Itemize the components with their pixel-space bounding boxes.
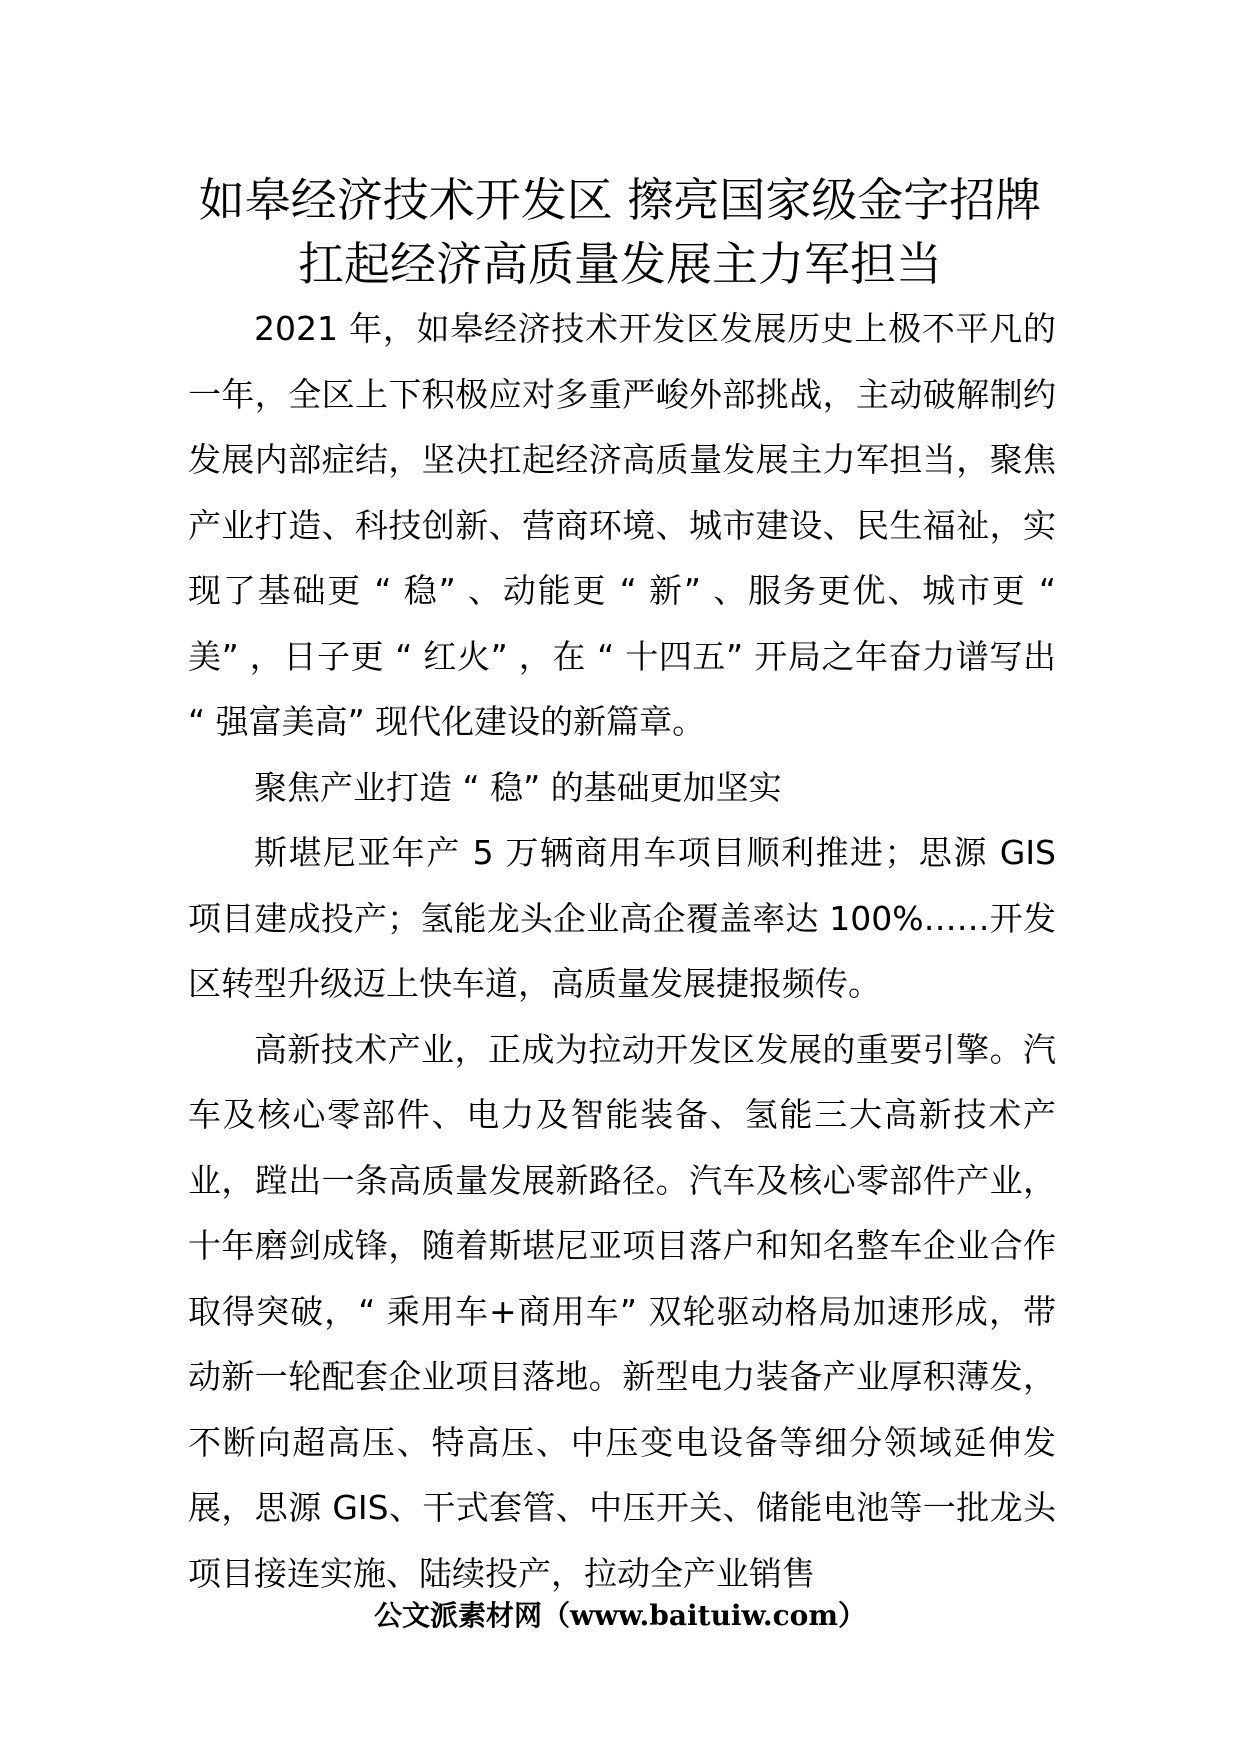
paragraph-projects: 斯堪尼亚年产 5 万辆商用车项目顺利推进；思源 GIS 项目建成投产；氢能龙头企业高企覆盖率达 100%……开发区转型升级迈上快车道，高质量发展捷报频传。: [188, 833, 1056, 1003]
paragraph-intro: 2021 年，如皋经济技术开发区发展历史上极不平凡的一年，全区上下积极应对多重严峻外部挑战，主动破解制约发展内部症结，坚决扛起经济高质量发展主力军担当，聚焦产业打造、科技创新、营商环境、城市建设、民生福祉，实现了基础更 “ 稳” 、动能更 “ 新” 、服务更优、城市更 “ 美” ，日子更 “ 红火” ，在 “ 十四五” 开局之年奋力谱写出 “ 强富美高” 现代化建设的新篇章。: [188, 309, 1056, 741]
document-title-line-1: 如皋经济技术开发区 擦亮国家级金字招牌: [198, 173, 1042, 227]
section-heading: 聚焦产业打造 “ 稳” 的基础更加坚实: [254, 767, 782, 807]
document-title-line-2: 扛起经济高质量发展主力军担当: [298, 237, 942, 291]
document-body: [188, 296, 1056, 1606]
footer-watermark: 公文派素材网（www.baituiw.com）: [374, 1599, 866, 1632]
paragraph-industry: 高新技术产业，正成为拉动开发区发展的重要引擎。汽车及核心零部件、电力及智能装备、氢能三大高新技术产业，蹚出一条高质量发展新路径。汽车及核心零部件产业，十年磨剑成锋，随着斯堪尼亚项目落户和知名整车企业合作取得突破，“ 乘用车+商用车” 双轮驱动格局加速形成，带动新一轮配套企业项目落地。新型电力装备产业厚积薄发，不断向超高压、特高压、中压变电设备等细分领域延伸发展，思源 GIS、干式套管、中压开关、储能电池等一批龙头项目接连实施、陆续投产，拉动全产业销售: [188, 1029, 1056, 1593]
